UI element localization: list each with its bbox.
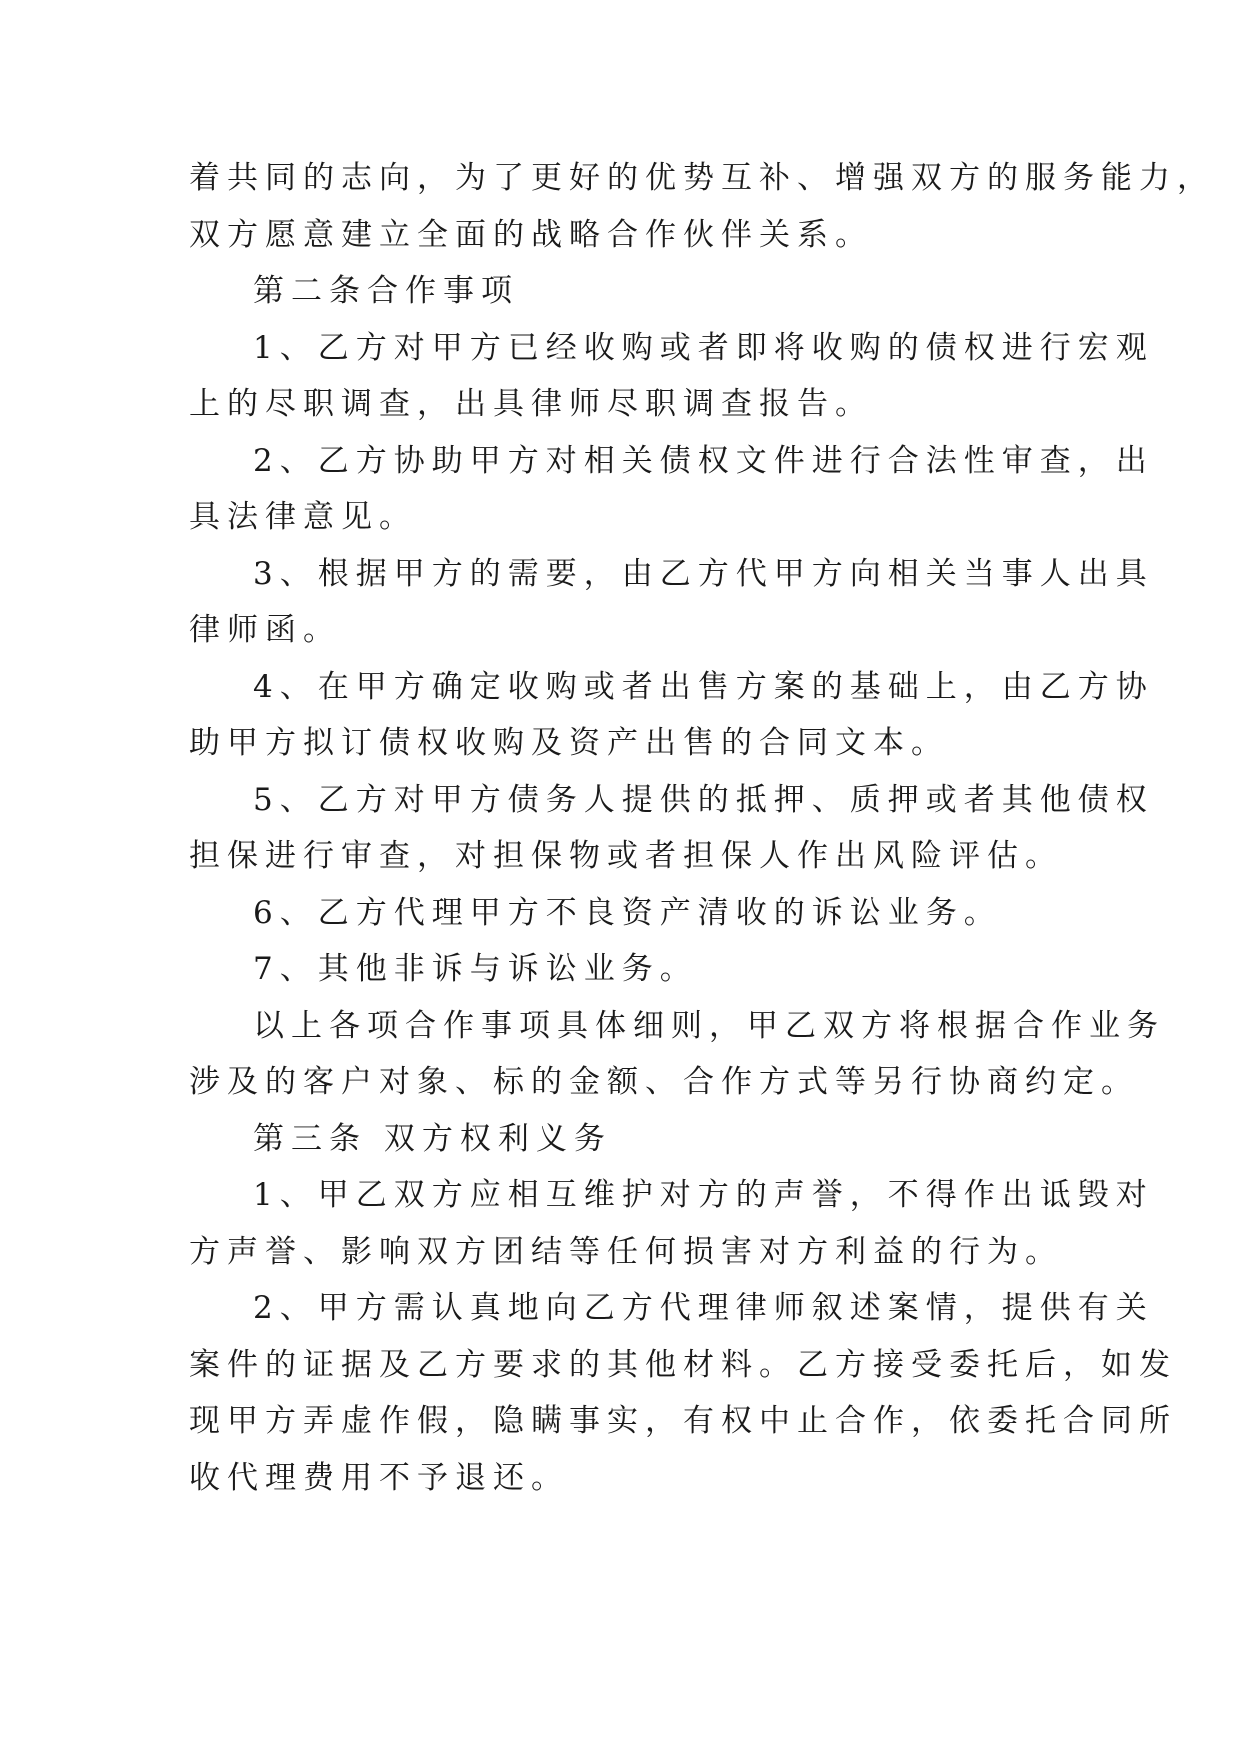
text-line: 案件的证据及乙方要求的其他材料。乙方接受委托后，如发 [189, 1346, 1177, 1383]
text-line: 2、乙方协助甲方对相关债权文件进行合法性审查，出 [253, 442, 1154, 479]
text-line: 1、乙方对甲方已经收购或者即将收购的债权进行宏观 [253, 329, 1154, 366]
text-line: 现甲方弄虚作假，隐瞒事实，有权中止合作，依委托合同所 [189, 1403, 1177, 1439]
section-heading: 第三条 双方权利义务 [253, 1120, 612, 1157]
text-line: 具法律意见。 [189, 499, 417, 535]
text-line: 上的尽职调查，出具律师尽职调查报告。 [189, 386, 873, 422]
text-line: 收代理费用不予退还。 [189, 1459, 569, 1496]
text-line: 方声誉、影响双方团结等任何损害对方利益的行为。 [189, 1233, 1063, 1270]
text-line: 担保进行审查，对担保物或者担保人作出风险评估。 [189, 838, 1063, 874]
text-line: 以上各项合作事项具体细则，甲乙双方将根据合作业务 [253, 1007, 1165, 1044]
text-line: 涉及的客户对象、标的金额、合作方式等另行协商约定。 [189, 1064, 1139, 1100]
text-line: 1、甲乙双方应相互维护对方的声誉，不得作出诋毁对 [253, 1177, 1154, 1213]
text-line: 2、甲方需认真地向乙方代理律师叙述案情，提供有关 [253, 1290, 1154, 1326]
text-line: 3、根据甲方的需要，由乙方代甲方向相关当事人出具 [253, 555, 1154, 592]
text-line: 助甲方拟订债权收购及资产出售的合同文本。 [189, 725, 949, 761]
section-heading: 第二条合作事项 [253, 273, 519, 309]
text-line: 律师函。 [189, 612, 341, 648]
text-line: 6、乙方代理甲方不良资产清收的诉讼业务。 [253, 894, 1002, 931]
text-line: 双方愿意建立全面的战略合作伙伴关系。 [189, 216, 873, 253]
document-page [189, 150, 1215, 1506]
text-line: 4、在甲方确定收购或者出售方案的基础上，由乙方协 [253, 668, 1154, 705]
text-line: 7、其他非诉与诉讼业务。 [253, 951, 698, 987]
text-line: 着共同的志向，为了更好的优势互补、增强双方的服务能力， [189, 160, 1215, 196]
text-line: 5、乙方对甲方债务人提供的抵押、质押或者其他债权 [253, 781, 1154, 818]
